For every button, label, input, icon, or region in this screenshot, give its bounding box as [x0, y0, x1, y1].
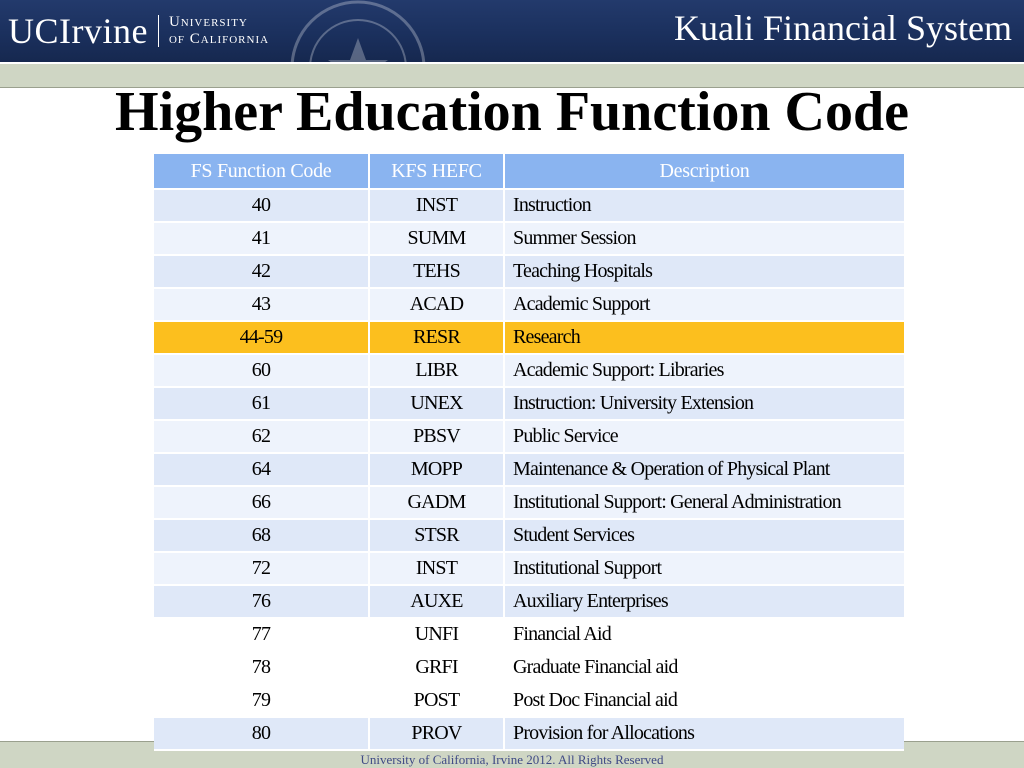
hefc-cell: PROV	[369, 717, 504, 750]
fs-code-cell: 79	[154, 684, 369, 717]
university-seal-icon	[288, 0, 428, 62]
table-row	[154, 222, 904, 255]
fs-code-cell: 40	[154, 189, 369, 222]
fs-code-cell: 72	[154, 552, 369, 585]
table-row	[154, 420, 904, 453]
uci-logo	[8, 6, 269, 56]
fs-code-cell: 42	[154, 255, 369, 288]
hefc-cell: UNEX	[369, 387, 504, 420]
hefc-cell: RESR	[369, 321, 504, 354]
hefc-cell: GRFI	[369, 651, 504, 684]
table-row	[154, 717, 904, 750]
description-cell: Academic Support	[504, 288, 904, 321]
function-code-table	[154, 154, 904, 751]
table-row	[154, 585, 904, 618]
description-cell: Institutional Support: General Administration	[504, 486, 904, 519]
hefc-cell: SUMM	[369, 222, 504, 255]
description-cell: Academic Support: Libraries	[504, 354, 904, 387]
table-row	[154, 387, 904, 420]
hefc-cell: STSR	[369, 519, 504, 552]
hefc-cell: PBSV	[369, 420, 504, 453]
description-cell: Instruction	[504, 189, 904, 222]
fs-code-cell: 60	[154, 354, 369, 387]
column-header-fs-code: FS Function Code	[154, 154, 369, 189]
hefc-cell: ACAD	[369, 288, 504, 321]
brand-subtitle-line1: University	[168, 14, 248, 30]
hefc-cell: AUXE	[369, 585, 504, 618]
brand-subtitle	[169, 14, 269, 48]
hefc-cell: INST	[369, 189, 504, 222]
hefc-cell: UNFI	[369, 618, 504, 651]
table-row	[154, 354, 904, 387]
description-cell: Post Doc Financial aid	[504, 684, 904, 717]
fs-code-cell: 44-59	[154, 321, 369, 354]
description-cell: Auxiliary Enterprises	[504, 585, 904, 618]
description-cell: Summer Session	[504, 222, 904, 255]
fs-code-cell: 61	[154, 387, 369, 420]
fs-code-cell: 80	[154, 717, 369, 750]
fs-code-cell: 64	[154, 453, 369, 486]
table-row	[154, 519, 904, 552]
description-cell: Public Service	[504, 420, 904, 453]
table-row	[154, 486, 904, 519]
table-row	[154, 255, 904, 288]
function-code-table-wrapper	[154, 154, 904, 751]
table-header-row	[154, 154, 904, 189]
description-cell: Research	[504, 321, 904, 354]
page-title: Higher Education Function Code	[115, 81, 909, 143]
column-header-kfs-hefc: KFS HEFC	[369, 154, 504, 189]
system-title: Kuali Financial System	[674, 8, 1012, 48]
brand-divider	[158, 15, 159, 47]
table-row-highlighted	[154, 321, 904, 354]
table-row	[154, 288, 904, 321]
table-row	[154, 189, 904, 222]
fs-code-cell: 66	[154, 486, 369, 519]
description-cell: Institutional Support	[504, 552, 904, 585]
table-row	[154, 618, 904, 651]
fs-code-cell: 43	[154, 288, 369, 321]
header-banner	[0, 0, 1024, 62]
hefc-cell: INST	[369, 552, 504, 585]
brand-subtitle-line2: of California	[168, 31, 270, 47]
fs-code-cell: 76	[154, 585, 369, 618]
description-cell: Graduate Financial aid	[504, 651, 904, 684]
description-cell: Maintenance & Operation of Physical Plant	[504, 453, 904, 486]
description-cell: Student Services	[504, 519, 904, 552]
table-row	[154, 453, 904, 486]
hefc-cell: TEHS	[369, 255, 504, 288]
table-row	[154, 552, 904, 585]
hefc-cell: MOPP	[369, 453, 504, 486]
fs-code-cell: 77	[154, 618, 369, 651]
description-cell: Instruction: University Extension	[504, 387, 904, 420]
fs-code-cell: 78	[154, 651, 369, 684]
fs-code-cell: 62	[154, 420, 369, 453]
column-header-description: Description	[504, 154, 904, 189]
description-cell: Teaching Hospitals	[504, 255, 904, 288]
description-cell: Provision for Allocations	[504, 717, 904, 750]
footer-copyright: University of California, Irvine 2012. All Rights Reserved	[360, 752, 664, 767]
fs-code-cell: 41	[154, 222, 369, 255]
hefc-cell: LIBR	[369, 354, 504, 387]
table-row	[154, 684, 904, 717]
fs-code-cell: 68	[154, 519, 369, 552]
brand-name: UCIrvine	[8, 11, 148, 51]
description-cell: Financial Aid	[504, 618, 904, 651]
table-row	[154, 651, 904, 684]
hefc-cell: GADM	[369, 486, 504, 519]
hefc-cell: POST	[369, 684, 504, 717]
